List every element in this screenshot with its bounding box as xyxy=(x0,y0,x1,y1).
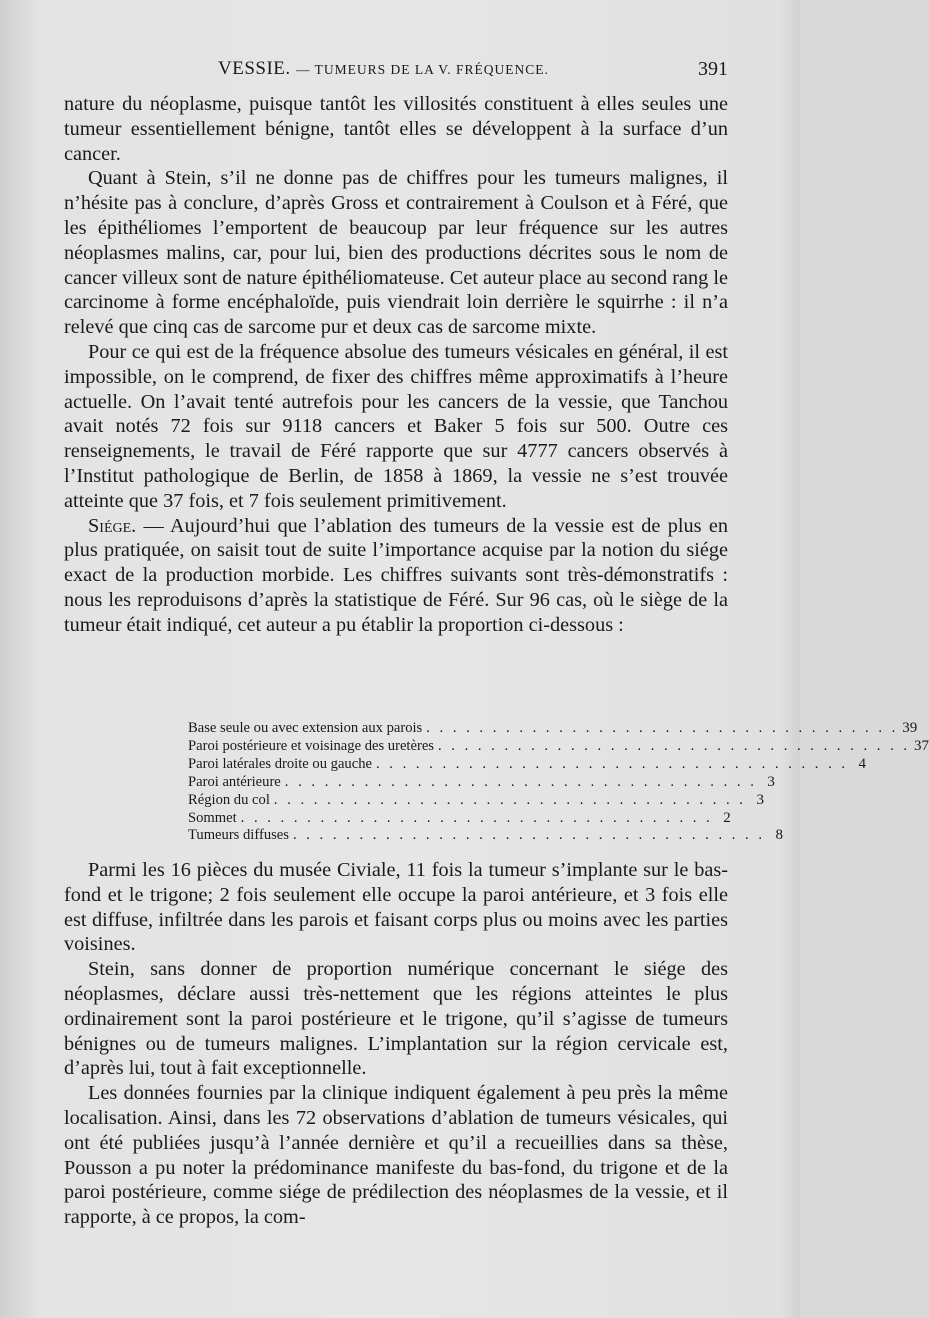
paragraph: Parmi les 16 pièces du musée Civiale, 11 fois la tumeur s’implante sur le bas-fond et le trigone; 2 fois seulement elle occupe la paroi antérieure, et 3 fois elle est diffuse, infiltrée dans les parois et faisant corps plus ou moins avec les parties voisines. xyxy=(64,859,728,956)
leader-dots: . . . . . . . . . . . . . . . . . . . . . . . . . . . . . . . . . . . . xyxy=(240,809,713,826)
running-header xyxy=(66,58,728,86)
row-label: Paroi latérales droite ou gauche xyxy=(188,755,372,772)
page-number: 391 xyxy=(698,58,728,80)
table-row xyxy=(188,773,775,792)
leader-dots: . . . . . . . . . . . . . . . . . . . . . . . . . . . . . . . . . . . . xyxy=(284,773,757,790)
paragraph-siege xyxy=(64,514,728,638)
siege-text: — Aujourd’hui que l’ablation des tumeurs de la vessie est de plus en plus pratiquée, on saisit tout de suite l’importance acquise par la notion du siége exact de la production morbide. Les chiffres suivants sont très-démonstratifs : nous les reproduisons d’après la statistique de Féré. Sur 96 cas, où le siège de la tumeur était indiqué, cet auteur a pu établir la proportion ci-dessous : xyxy=(64,514,728,636)
main-text-continued xyxy=(64,858,728,1230)
row-label: Paroi antérieure xyxy=(188,773,281,790)
row-label: Région du col xyxy=(188,791,270,808)
paragraph: Les données fournies par la clinique indiquent également à peu près la même localisation. Ainsi, dans les 72 observations d’ablation de tumeurs vésicales, qui ont été publiées jusqu’à l’année dernière et qu’il a recueillies dans sa thèse, Pousson a pu noter la prédominance manifeste du bas-fond, du trigone et de la paroi postérieure, comme siége de prédilection des néoplasmes de la vessie, et il rapporte, à ce propos, la com- xyxy=(64,1082,728,1229)
leader-dots: . . . . . . . . . . . . . . . . . . . . . . . . . . . . . . . . . . . . xyxy=(273,791,746,808)
row-value: 3 xyxy=(756,791,764,808)
row-value: 8 xyxy=(775,827,783,844)
statistics-table xyxy=(188,720,929,845)
table-row xyxy=(188,791,764,810)
header-title: VESSIE. xyxy=(218,58,291,79)
paragraph: Pour ce qui est de la fréquence absolue des tumeurs vésicales en général, il est impossible, on le comprend, de fixer des chiffres même approximatifs à l’heure actuelle. On l’avait tenté autrefois pour les cancers de la vessie, que Tanchou avait notés 72 fois sur 9118 cancers et Baker 5 fois sur 500. Outre ces renseignements, le travail de Féré rapporte que sur 4777 cancers observés à l’Institut pathologique de Berlin, de 1858 à 1869, la vessie ne s’est trouvée atteinte que 37 fois, et 7 fois seulement primitivement. xyxy=(64,340,728,512)
table-row xyxy=(188,720,918,738)
row-value: 3 xyxy=(767,773,775,790)
leader-dots: . . . . . . . . . . . . . . . . . . . . . . . . . . . . . . . . . . . . xyxy=(292,827,765,844)
paragraph: Stein, sans donner de proportion numérique concernant le siége des néoplasmes, déclare aussi très-nettement que les régions atteintes le plus ordinairement sont la paroi postérieure et le trigone, qu’il s’agisse de tumeurs bénignes ou de tumeurs malignes. L’implantation sur la région cervicale est, d’après lui, tout à fait exceptionnelle. xyxy=(64,958,728,1080)
main-text xyxy=(64,92,728,638)
leader-dots: . . . . . . . . . . . . . . . . . . . . . . . . . . . . . . . . . . . . xyxy=(375,755,849,772)
row-value: 4 xyxy=(858,755,867,772)
paragraph: Quant à Stein, s’il ne donne pas de chiffres pour les tumeurs malignes, il n’hésite pas à conclure, d’après Gross et contrairement à Coulson et à Féré, que les épithéliomes l’emportent de beaucoup par leur fréquence sur les autres néoplasmes malins, car, pour lui, bien des productions décrites sous le nom de cancer villeux sont de nature épithéliomateuse. Cet auteur place au second rang le carcinome à forme encéphaloïde, puis viendrait loin derrière le squirrhe : il n’a relevé que cinq cas de sarcome pur et deux cas de sarcome mixte. xyxy=(64,167,728,339)
row-value: 2 xyxy=(723,809,731,826)
row-label: Sommet xyxy=(188,809,237,826)
row-label: Tumeurs diffuses xyxy=(188,827,289,844)
section-heading: Siége. xyxy=(88,514,137,537)
table-row xyxy=(188,827,783,845)
row-value: 39 xyxy=(902,720,918,736)
leader-dots: . . . . . . . . . . . . . . . . . . . . . . . . . . . . . . . . . . . . xyxy=(426,720,899,736)
header-subtitle: — TUMEURS DE LA V. FRÉQUENCE. xyxy=(296,62,549,77)
row-value: 37 xyxy=(914,737,929,754)
table-row xyxy=(188,737,929,756)
table-row xyxy=(188,809,731,828)
row-label: Base seule ou avec extension aux parois xyxy=(188,720,423,736)
table-row xyxy=(188,755,867,774)
paragraph: nature du néoplasme, puisque tantôt les villosités constituent à elles seules une tumeur essentiellement bénigne, tantôt elles se développent à la surface d’un cancer. xyxy=(64,93,728,165)
row-label: Paroi postérieure et voisinage des uretères xyxy=(188,737,434,754)
leader-dots: . . . . . . . . . . . . . . . . . . . . . . . . . . . . . . . . . . . . xyxy=(437,737,911,754)
